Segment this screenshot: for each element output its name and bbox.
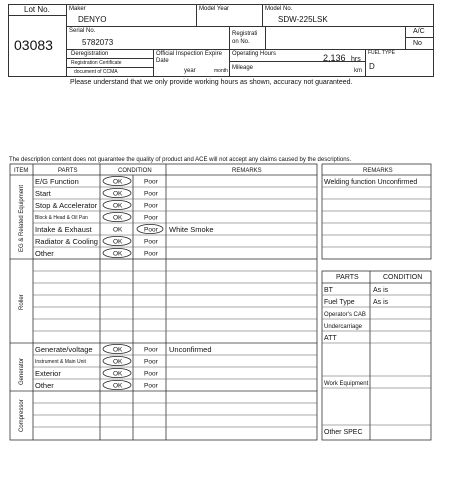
eg-row-3-ok: OK [113, 214, 123, 222]
model-no-label: Model No. [265, 6, 293, 12]
maker-label: Maker [69, 6, 86, 12]
eg-row-0-poor: Poor [144, 178, 158, 186]
gen-row-3-ok: OK [113, 382, 123, 390]
gen-row-3-poor: Poor [144, 382, 158, 390]
lot-number: 03083 [14, 37, 53, 53]
right-row-1-part: Fuel Type [324, 299, 355, 306]
gen-row-0-part: Generate/voltage [35, 345, 93, 354]
right-row-0-part: BT [324, 287, 333, 294]
eg-row-5-ok: OK [113, 238, 123, 246]
operating-hours-label: Operating Hours [232, 51, 277, 57]
model-year-label: Model Year [199, 6, 230, 12]
operating-hours-value: 2,136 [323, 53, 346, 63]
gen-row-0-remark: Unconfirmed [169, 345, 212, 354]
ccma-label: document of CCMA [74, 69, 118, 75]
eg-row-2-ok: OK [113, 202, 123, 210]
gen-row-3-part: Other [35, 381, 54, 390]
eg-row-0-ok: OK [113, 178, 123, 186]
lot-label: Lot No. [24, 5, 50, 14]
inspection-label: Official Inspection Expire Date [156, 51, 222, 64]
right-remarks-header: REMARKS [363, 168, 393, 174]
group-roller-label: Roller [19, 294, 25, 310]
right-row-0-condition: As is [373, 287, 389, 294]
model-no-value: SDW-225LSK [278, 15, 328, 24]
right-parts-header: PARTS [336, 274, 359, 281]
ac-label: A/C [413, 28, 425, 35]
ac-value: No [413, 40, 422, 47]
right-condition-header: CONDITION [383, 274, 423, 281]
deregistration-label: Deregistration [71, 51, 109, 57]
right-row-5-part: Work Equipment [324, 381, 369, 387]
eg-row-5-part: Radiator & Cooling [35, 237, 98, 246]
eg-row-1-ok: OK [113, 190, 123, 198]
serial-label: Serial No. [69, 28, 96, 34]
registration-label: Registrati on No. [232, 31, 258, 45]
right-row-6-part: Other SPEC [324, 429, 363, 436]
eg-row-6-ok: OK [113, 250, 123, 258]
gen-row-1-part: Instrument & Main Unit [35, 359, 86, 365]
eg-row-6-poor: Poor [144, 250, 158, 258]
gen-row-0-ok: OK [113, 346, 123, 354]
description-notice: The description content does not guarantee the quality of product and ACE will not accept any claims caused by the descriptions. [9, 157, 352, 163]
eg-row-3-poor: Poor [144, 214, 158, 222]
eg-row-4-ok: OK [113, 226, 123, 234]
header-condition: CONDITION [118, 168, 152, 174]
hrs-unit: hrs [351, 56, 361, 63]
group-eg-label: EG & Related Equipment [19, 184, 25, 252]
right-row-3-part: Undercarriage [324, 324, 363, 330]
km-unit: km [354, 68, 362, 74]
right-row-4-part: ATT [324, 335, 337, 342]
fuel-type-value: D [369, 62, 375, 71]
gen-row-0-poor: Poor [144, 346, 158, 354]
eg-row-4-remark: White Smoke [169, 225, 214, 234]
serial-value: 5782073 [82, 38, 114, 47]
right-row-1-condition: As is [373, 299, 389, 306]
year-label: year [184, 68, 196, 74]
maker-value: DENYO [78, 15, 107, 24]
eg-row-2-poor: Poor [144, 202, 158, 210]
eg-row-4-poor: Poor [144, 226, 158, 234]
group-generator-label: Generator [19, 357, 25, 385]
gen-row-1-ok: OK [113, 358, 123, 366]
header-item: ITEM [14, 168, 29, 174]
eg-row-3-part: Block & Head & Oil Pan [35, 215, 88, 221]
gen-row-2-ok: OK [113, 370, 123, 378]
group-compressor-label: Compressor [19, 399, 25, 432]
right-row-2-part: Operator's CAB [324, 312, 366, 318]
eg-row-4-part: Intake & Exhaust [35, 225, 92, 234]
eg-row-0-part: E/G Function [35, 177, 79, 186]
gen-row-1-poor: Poor [144, 358, 158, 366]
gen-row-2-part: Exterior [35, 369, 61, 378]
gen-row-2-poor: Poor [144, 370, 158, 378]
fuel-type-label: FUEL TYPE [368, 50, 395, 56]
header-remarks: REMARKS [232, 168, 262, 174]
eg-row-1-poor: Poor [144, 190, 158, 198]
eg-row-1-part: Start [35, 189, 51, 198]
header-parts: PARTS [58, 168, 78, 174]
eg-row-5-poor: Poor [144, 238, 158, 246]
mileage-label: Mileage [232, 65, 254, 71]
eg-row-2-part: Stop & Accelerator [35, 201, 98, 210]
hours-notice: Please understand that we only provide working hours as shown, accuracy not guaranteed. [70, 79, 353, 86]
month-label: month [214, 68, 228, 74]
right-remarks-text: Welding function Unconfirmed [324, 179, 418, 186]
eg-row-6-part: Other [35, 249, 54, 258]
registration-certificate-label: Registration Certificate [71, 60, 122, 66]
